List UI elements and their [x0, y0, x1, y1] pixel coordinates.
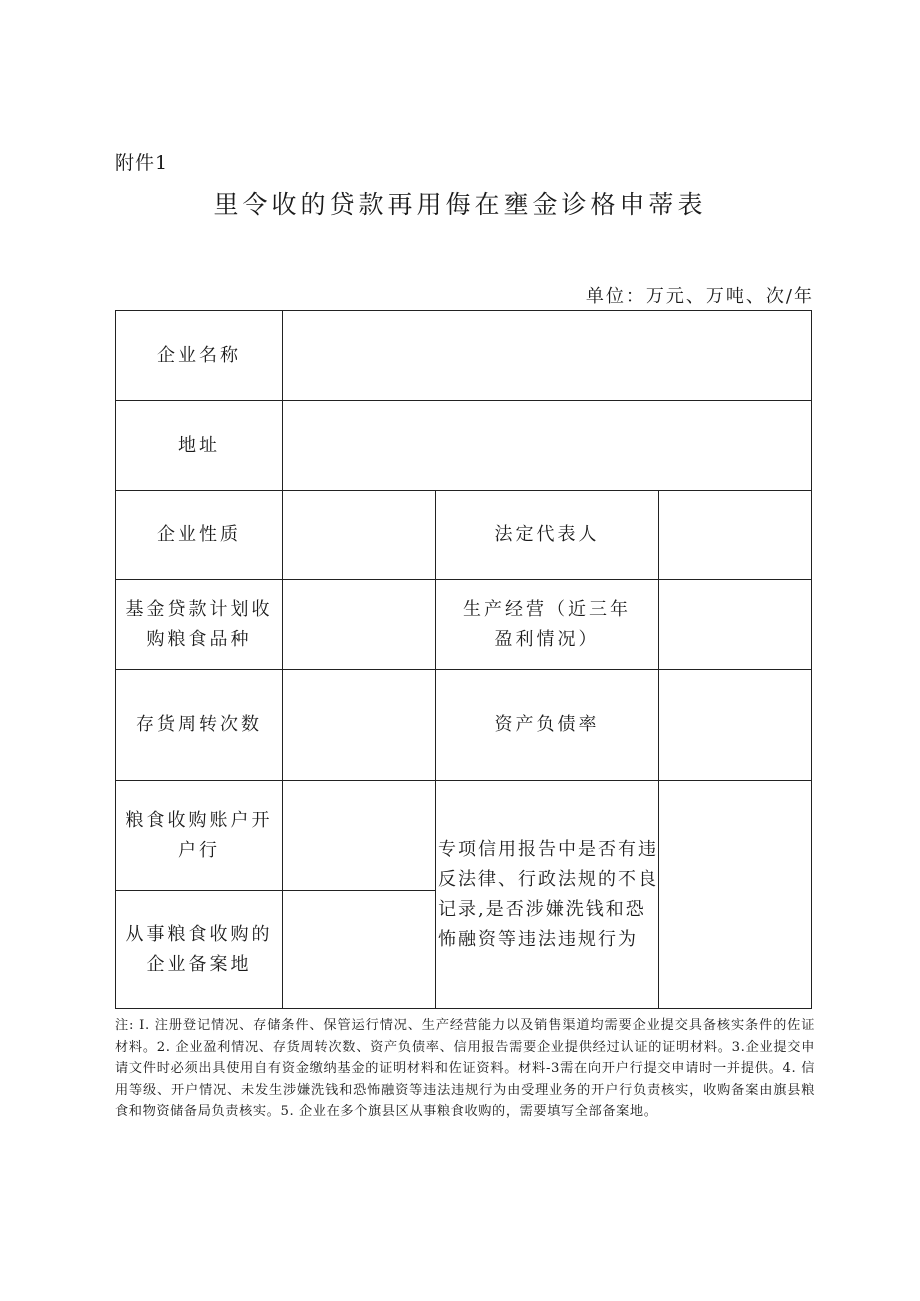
attachment-label: 附件1 — [115, 152, 169, 174]
footnote: 注: I. 注册登记情况、存储条件、保管运行情况、生产经营能力以及销售渠道均需要企业提交具备核实条件的佐证材料。2. 企业盈利情况、存货周转次数、资产负债率、信用报告需要企业提供经过认证的证明材料。3.企业提交申请文件时必须出具使用自有资金缴纳基金的证明材料和佐证资料。材料-3需在向开户行提交申请时一并提供。4. 信用等级、开户情况、未发生涉嫌洗钱和恐怖融资等违法违规行为由受理业务的开户行负责核实，收购备案由旗县粮食和物资储备局负责核实。5. 企业在多个旗县区从事粮食收购的，需要填写全部备案地。 — [115, 1018, 815, 1119]
turnover-field[interactable] — [282, 669, 436, 781]
unit-label: 单位：万元、万吨、次/年 — [585, 286, 814, 307]
operation-field[interactable] — [658, 579, 812, 670]
bank-label: 粮食收购账户开户行 — [115, 780, 283, 891]
turnover-label: 存货周转次数 — [115, 669, 283, 781]
address-label: 地址 — [115, 400, 283, 491]
nature-label: 企业性质 — [115, 490, 283, 580]
grain-variety-field[interactable] — [282, 579, 436, 670]
grain-variety-label: 基金贷款计划收购粮食品种 — [115, 579, 283, 670]
filing-label: 从事粮食收购的企业备案地 — [115, 890, 283, 1009]
filing-field[interactable] — [282, 890, 436, 1009]
operation-label: 生产经营（近三年盈利情况） — [435, 579, 659, 670]
legal-rep-field[interactable] — [658, 490, 812, 580]
bank-field[interactable] — [282, 780, 436, 891]
legal-rep-label: 法定代表人 — [435, 490, 659, 580]
nature-field[interactable] — [282, 490, 436, 580]
company-name-label: 企业名称 — [115, 310, 283, 401]
debt-ratio-label: 资产负债率 — [435, 669, 659, 781]
credit-label: 专项信用报告中是否有违反法律、行政法规的不良记录,是否涉嫌洗钱和恐怖融资等违法违规行为 — [435, 780, 659, 1009]
debt-ratio-field[interactable] — [658, 669, 812, 781]
address-field[interactable] — [282, 400, 812, 491]
company-name-field[interactable] — [282, 310, 812, 401]
credit-field[interactable] — [658, 780, 812, 1009]
page-title: 里令收的贷款再用侮在壅金诊格申蒂表 — [213, 190, 707, 219]
